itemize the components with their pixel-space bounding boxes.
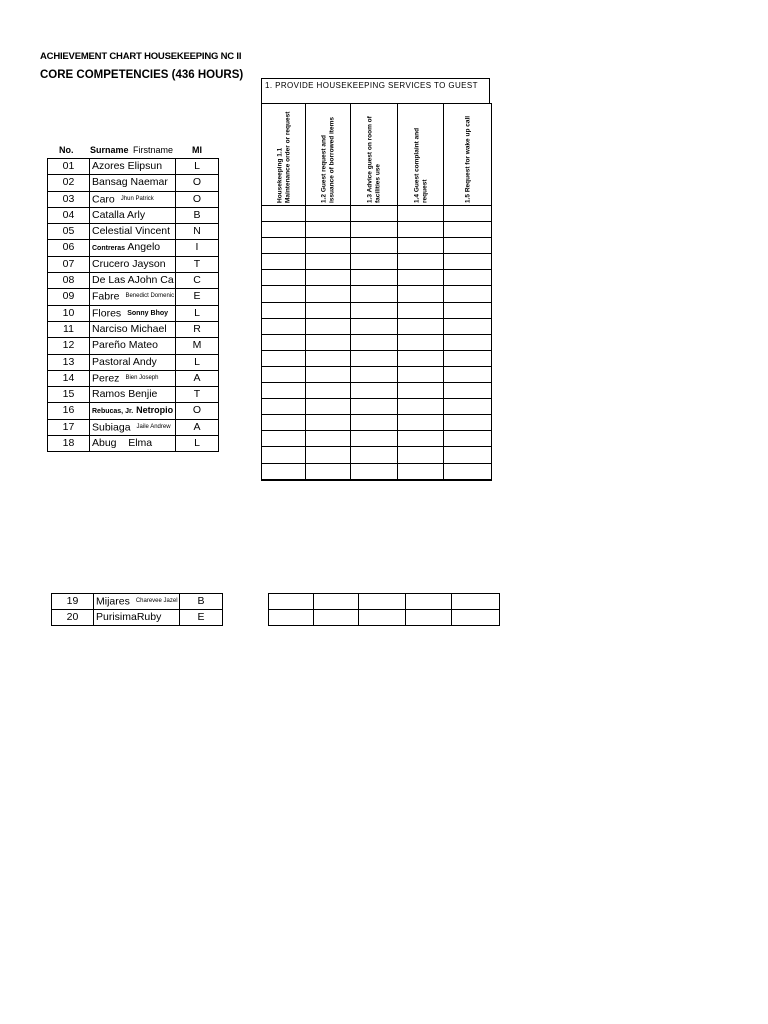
table-row [262, 415, 492, 431]
rating-cell[interactable] [351, 335, 398, 350]
student-firstname: Jayson [132, 257, 166, 270]
student-number: 14 [48, 371, 90, 386]
student-firstname: Jhun Patrick [120, 195, 154, 202]
student-name [90, 224, 176, 239]
rating-cell[interactable] [444, 383, 492, 398]
student-firstname: Mateo [128, 339, 158, 352]
rating-cell[interactable] [262, 464, 306, 479]
student-number: 13 [48, 355, 90, 370]
chart-title: ACHIEVEMENT CHART HOUSEKEEPING NC II [40, 51, 242, 62]
student-number: 19 [52, 594, 94, 609]
student-number: 11 [48, 322, 90, 337]
student-mi: T [176, 387, 219, 402]
competency-header-cell [262, 104, 306, 205]
competency-header-cell [351, 104, 398, 205]
student-name [90, 322, 176, 337]
student-surname: Flores [92, 306, 122, 319]
student-mi: I [176, 240, 219, 255]
student-surname: Pastoral [92, 355, 131, 368]
student-firstname: Naemar [130, 176, 168, 189]
rating-cell[interactable] [306, 367, 351, 382]
rating-cell[interactable] [398, 383, 444, 398]
student-mi: N [176, 224, 219, 239]
rating-cell[interactable] [262, 335, 306, 350]
competency-label: 1.4 Guest complaint and request [413, 127, 428, 203]
table-row [48, 240, 219, 256]
rating-cell[interactable] [398, 399, 444, 414]
table-row [262, 447, 492, 463]
rating-cell[interactable] [262, 351, 306, 366]
student-firstname: Vincent [135, 225, 171, 238]
table-row [269, 594, 500, 610]
rating-cell[interactable] [306, 286, 351, 301]
competency-label: 1.5 Request for wake up call [463, 115, 471, 203]
rating-cell[interactable] [398, 351, 444, 366]
student-firstname: Benedict Domenic [125, 293, 175, 300]
rating-cell[interactable] [444, 335, 492, 350]
roster-grid [47, 158, 219, 452]
header-surname: Surname [90, 145, 129, 155]
student-number: 04 [48, 208, 90, 223]
student-name [90, 192, 176, 207]
student-firstname: Sonny Bhoy [127, 309, 169, 317]
student-surname: Subiaga [92, 421, 131, 434]
rating-cell[interactable] [398, 367, 444, 382]
student-surname: Mijares [96, 595, 130, 608]
student-name [90, 289, 176, 304]
rating-cell[interactable] [351, 431, 398, 446]
student-firstname: John Ca [134, 274, 174, 287]
rating-cell[interactable] [351, 222, 398, 237]
student-mi: M [176, 338, 219, 353]
student-name [90, 355, 176, 370]
rating-cell[interactable] [359, 610, 406, 625]
rating-cell[interactable] [444, 351, 492, 366]
table-row [48, 371, 219, 387]
student-firstname: Arly [127, 208, 146, 221]
table-row [48, 273, 219, 289]
student-mi: O [176, 192, 219, 207]
student-surname: Bansag [92, 176, 128, 189]
rating-cell[interactable] [262, 303, 306, 318]
rating-cell[interactable] [398, 206, 444, 221]
student-mi: L [176, 355, 219, 370]
table-row [262, 206, 492, 222]
student-number: 03 [48, 192, 90, 207]
rating-cell[interactable] [306, 415, 351, 430]
student-number: 12 [48, 338, 90, 353]
rating-cell[interactable] [262, 415, 306, 430]
student-name [90, 306, 176, 321]
rating-cell[interactable] [398, 254, 444, 269]
rating-cell[interactable] [262, 270, 306, 285]
student-firstname: Jaile Andrew [136, 423, 171, 430]
student-number: 01 [48, 159, 90, 174]
rating-cell[interactable] [398, 447, 444, 462]
table-row [48, 387, 219, 403]
student-name [90, 159, 176, 174]
student-firstname: Elipsun [127, 160, 163, 172]
student-mi: O [176, 403, 219, 418]
rating-cell[interactable] [444, 270, 492, 285]
student-name [94, 594, 180, 609]
student-number: 09 [48, 289, 90, 304]
rating-cell[interactable] [351, 367, 398, 382]
student-mi: A [176, 371, 219, 386]
student-name [90, 371, 176, 386]
table-row [48, 420, 219, 436]
rating-cell[interactable] [398, 303, 444, 318]
rating-cell[interactable] [351, 286, 398, 301]
student-surname: Ramos [92, 388, 126, 401]
table-row [262, 303, 492, 319]
student-mi: L [176, 306, 219, 321]
rating-cell[interactable] [262, 383, 306, 398]
table-row [48, 355, 219, 371]
header-mi: MI [192, 145, 202, 155]
student-firstname: Charevee Jazel [135, 598, 178, 604]
student-mi: T [176, 257, 219, 272]
student-name [90, 403, 176, 418]
student-name [90, 208, 176, 223]
student-firstname: Benjie [128, 388, 158, 401]
table-row [262, 464, 492, 481]
student-roster-extra [51, 593, 223, 626]
student-name [90, 257, 176, 272]
student-name [90, 175, 176, 190]
student-surname: De Las A [92, 274, 135, 287]
table-row [262, 222, 492, 238]
student-surname: Purisima [96, 611, 137, 623]
table-row [52, 610, 223, 626]
competency-header-row [262, 104, 492, 206]
rating-cell[interactable] [262, 447, 306, 462]
rating-cell[interactable] [262, 238, 306, 253]
rating-cell[interactable] [262, 367, 306, 382]
rating-cell[interactable] [444, 367, 492, 382]
student-surname: Pareño [92, 339, 126, 352]
table-row [48, 257, 219, 273]
table-row [48, 175, 219, 191]
student-surname: Perez [92, 372, 120, 385]
rating-cell[interactable] [306, 238, 351, 253]
rating-cell[interactable] [406, 594, 452, 609]
rating-cell[interactable] [398, 319, 444, 334]
student-mi: E [176, 289, 219, 304]
competency-header-cell [444, 104, 492, 205]
rating-cell[interactable] [351, 254, 398, 269]
rating-cell[interactable] [398, 431, 444, 446]
rating-cell[interactable] [314, 594, 359, 609]
rating-cell[interactable] [351, 303, 398, 318]
table-row [262, 254, 492, 270]
rating-cell[interactable] [444, 415, 492, 430]
rating-cell[interactable] [306, 254, 351, 269]
table-row [48, 208, 219, 224]
student-mi: O [176, 175, 219, 190]
rating-cell[interactable] [351, 206, 398, 221]
rating-cell[interactable] [398, 238, 444, 253]
competency-grid-extra [268, 593, 500, 626]
rating-cell[interactable] [452, 610, 500, 625]
rating-cell[interactable] [444, 464, 492, 479]
rating-cell[interactable] [306, 222, 351, 237]
student-number: 16 [48, 403, 90, 418]
rating-cell[interactable] [351, 238, 398, 253]
student-number: 05 [48, 224, 90, 239]
rating-cell[interactable] [306, 351, 351, 366]
rating-cell[interactable] [269, 594, 314, 609]
table-row [262, 383, 492, 399]
rating-cell[interactable] [306, 303, 351, 318]
table-row [262, 286, 492, 302]
rating-cell[interactable] [444, 286, 492, 301]
student-surname: Fabre [92, 290, 120, 303]
competency-label: 1.3 Advice guest on room of facilities use [366, 115, 381, 203]
table-row [262, 351, 492, 367]
student-mi: L [176, 436, 219, 451]
competency-header-cell [306, 104, 351, 205]
student-surname: Rebucas, Jr. [92, 408, 134, 416]
rating-cell[interactable] [262, 286, 306, 301]
rating-cell[interactable] [444, 238, 492, 253]
rating-cell[interactable] [306, 431, 351, 446]
rating-cell[interactable] [314, 610, 359, 625]
rating-cell[interactable] [262, 206, 306, 221]
student-surname: Celestial [92, 225, 133, 238]
table-row [262, 399, 492, 415]
rating-cell[interactable] [306, 399, 351, 414]
rating-cell[interactable] [444, 447, 492, 462]
student-number: 20 [52, 610, 94, 625]
rating-cell[interactable] [306, 335, 351, 350]
table-row [48, 403, 219, 419]
rating-cell[interactable] [398, 335, 444, 350]
rating-cell[interactable] [262, 399, 306, 414]
table-row [262, 238, 492, 254]
rating-cell[interactable] [269, 610, 314, 625]
header-firstname: Firstname [133, 145, 174, 155]
rating-cell[interactable] [452, 594, 500, 609]
student-mi: C [176, 273, 219, 288]
table-row [269, 610, 500, 626]
student-surname: Abug [92, 437, 117, 450]
rating-cell[interactable] [398, 415, 444, 430]
student-firstname: Netropio [136, 405, 174, 416]
student-number: 10 [48, 306, 90, 321]
student-mi: B [176, 208, 219, 223]
student-number: 18 [48, 436, 90, 451]
table-row [48, 289, 219, 305]
rating-cell[interactable] [444, 254, 492, 269]
rating-cell[interactable] [262, 431, 306, 446]
table-row [48, 306, 219, 322]
rating-cell[interactable] [351, 415, 398, 430]
student-name [90, 436, 176, 451]
table-row [48, 192, 219, 208]
rating-cell[interactable] [351, 383, 398, 398]
table-row [262, 367, 492, 383]
rating-cell[interactable] [359, 594, 406, 609]
rating-cell[interactable] [306, 464, 351, 479]
student-mi: E [180, 610, 223, 625]
student-surname: Catalla [92, 208, 125, 221]
student-name [90, 387, 176, 402]
student-number: 07 [48, 257, 90, 272]
student-firstname: Angelo [127, 241, 161, 254]
rating-cell[interactable] [351, 351, 398, 366]
student-mi: A [176, 420, 219, 435]
rating-cell[interactable] [351, 399, 398, 414]
student-name [94, 610, 180, 625]
rating-cell[interactable] [444, 303, 492, 318]
student-mi: R [176, 322, 219, 337]
rating-cell[interactable] [351, 270, 398, 285]
table-row [262, 431, 492, 447]
student-number: 06 [48, 240, 90, 255]
table-row [52, 594, 223, 610]
student-firstname: Ruby [136, 611, 162, 623]
student-firstname: Andy [132, 355, 157, 368]
rating-cell[interactable] [444, 399, 492, 414]
student-number: 02 [48, 175, 90, 190]
rating-cell[interactable] [262, 319, 306, 334]
table-row [48, 338, 219, 354]
student-name [90, 338, 176, 353]
table-row [262, 270, 492, 286]
rating-cell[interactable] [398, 286, 444, 301]
rating-cell[interactable] [262, 254, 306, 269]
rating-cell[interactable] [444, 222, 492, 237]
competency-header-cell [398, 104, 444, 205]
unit-title: 1. PROVIDE HOUSEKEEPING SERVICES TO GUEST [261, 78, 490, 103]
rating-cell[interactable] [444, 431, 492, 446]
rating-cell[interactable] [306, 206, 351, 221]
rating-cell[interactable] [444, 206, 492, 221]
student-number: 08 [48, 273, 90, 288]
competency-label: Housekeeping 1.1 Maintenance order or request [276, 111, 291, 203]
rating-cell[interactable] [306, 270, 351, 285]
table-row [48, 436, 219, 452]
table-row [262, 335, 492, 351]
student-number: 15 [48, 387, 90, 402]
rating-cell[interactable] [306, 447, 351, 462]
student-surname: Azores [92, 160, 125, 172]
student-surname: Caro [92, 192, 115, 205]
rating-cell[interactable] [262, 222, 306, 237]
rating-cell[interactable] [398, 270, 444, 285]
rating-cell[interactable] [306, 383, 351, 398]
rating-cell[interactable] [351, 319, 398, 334]
student-firstname: Michael [130, 322, 167, 335]
core-competencies-heading: CORE COMPETENCIES (436 HOURS) [40, 69, 244, 81]
competency-label: 1.2 Guest request and issuance of borrowed items [320, 116, 335, 203]
rating-cell[interactable] [444, 319, 492, 334]
student-name [90, 273, 176, 288]
table-row [48, 322, 219, 338]
student-surname: Crucero [92, 257, 130, 270]
rating-cell[interactable] [351, 464, 398, 479]
student-mi: L [176, 159, 219, 174]
table-row [48, 224, 219, 240]
student-firstname: Bien Joseph [125, 374, 159, 381]
student-mi: B [180, 594, 223, 609]
table-row [262, 319, 492, 335]
rating-cell[interactable] [398, 464, 444, 479]
student-surname: Narciso [92, 322, 128, 335]
student-surname: Contreras [92, 245, 126, 253]
student-name [90, 420, 176, 435]
student-firstname: Elma [128, 437, 153, 450]
student-name [90, 240, 176, 255]
rating-cell[interactable] [406, 610, 452, 625]
competency-grid [261, 103, 492, 481]
rating-cell[interactable] [351, 447, 398, 462]
rating-cell[interactable] [398, 222, 444, 237]
rating-cell[interactable] [306, 319, 351, 334]
header-no: No. [59, 145, 74, 155]
student-number: 17 [48, 420, 90, 435]
table-row [48, 159, 219, 175]
